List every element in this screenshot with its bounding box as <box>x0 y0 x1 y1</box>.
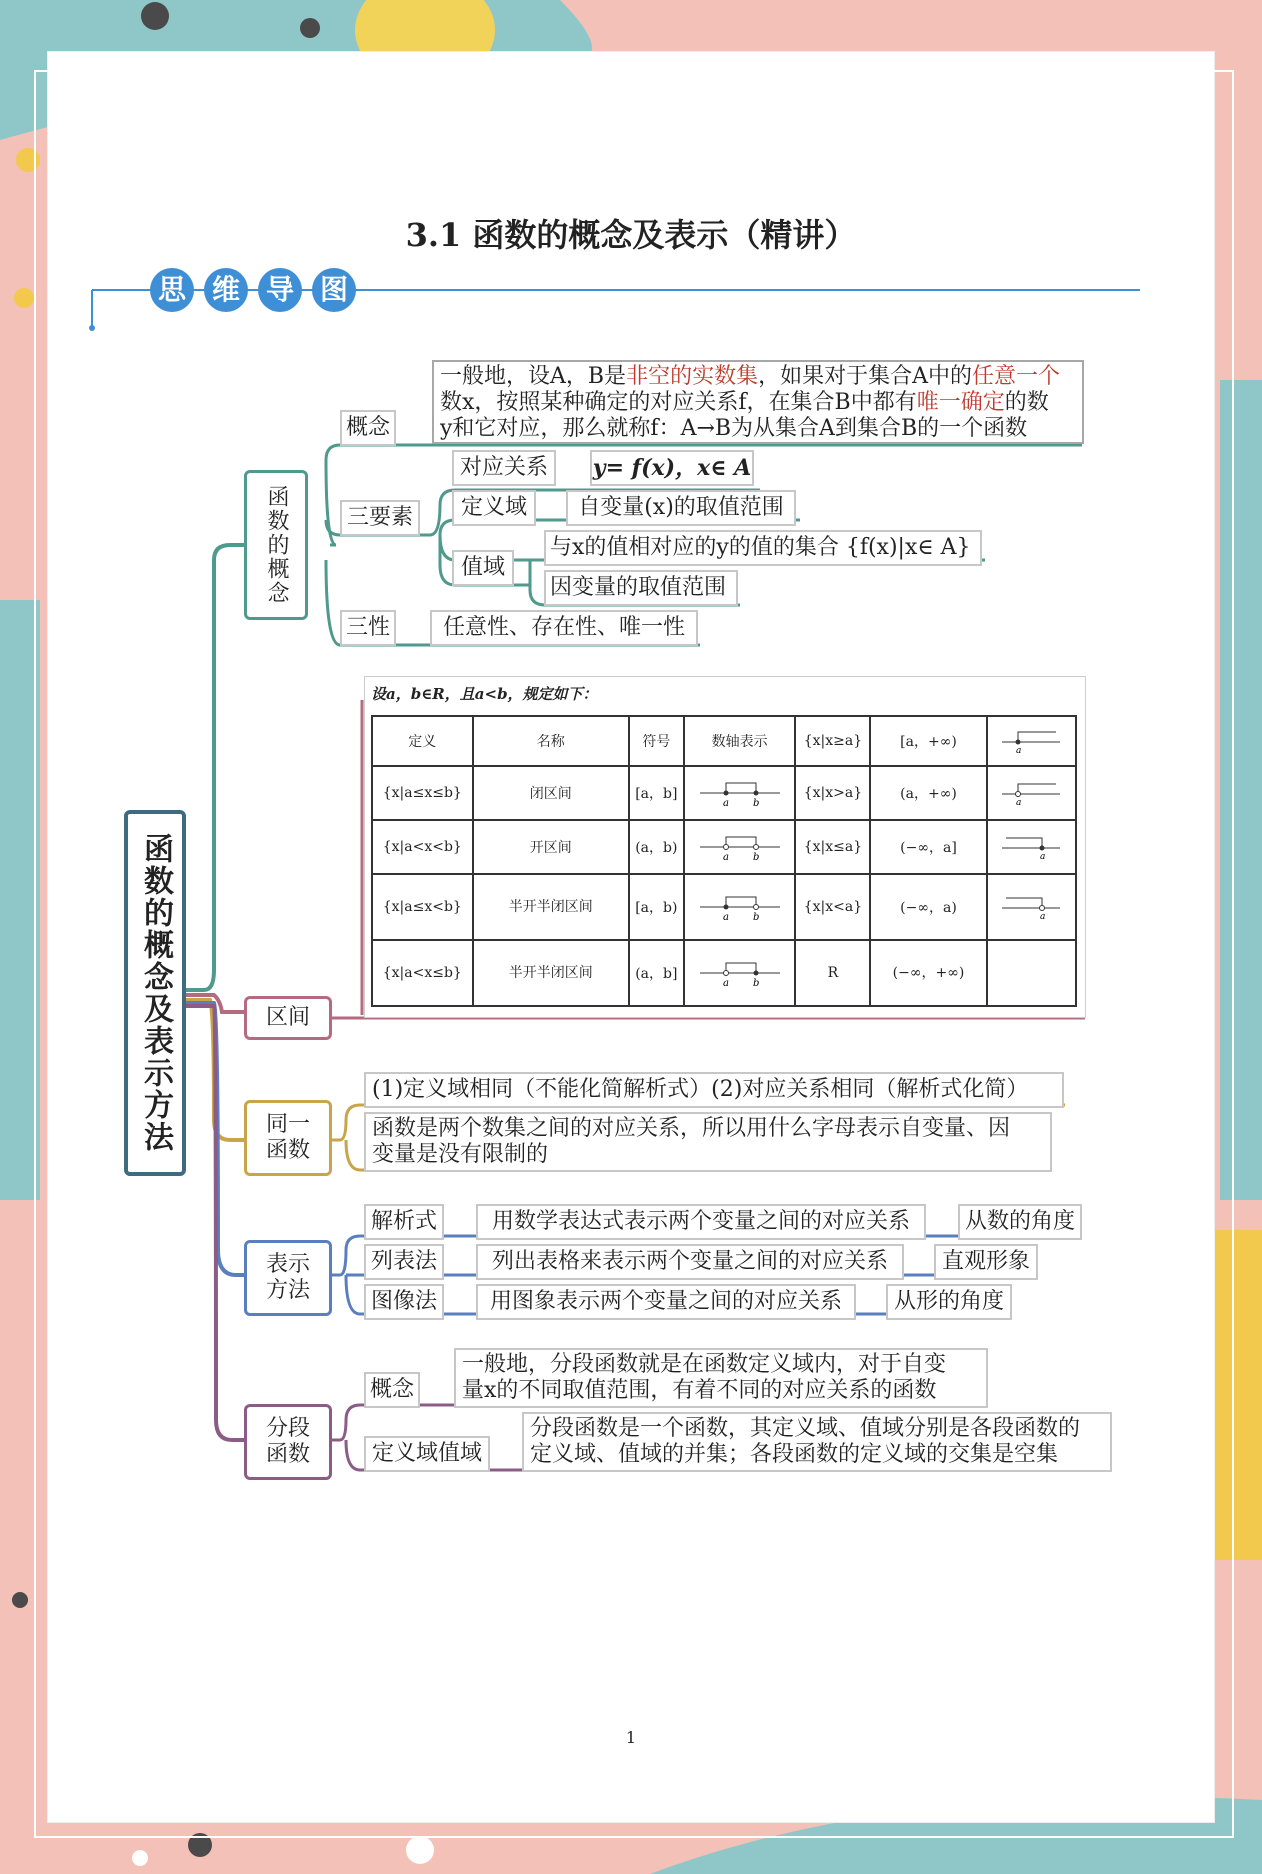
cell: (a，b] <box>629 940 684 1006</box>
dingyiyu-value: 自变量(x)的取值范围 <box>566 490 796 526</box>
cell: (a，+∞) <box>870 766 986 820</box>
zhiyu-value-1: 与x的值相对应的y的值的集合 {f(x)|x∈ A} <box>544 530 982 566</box>
cell: 闭区间 <box>473 766 629 820</box>
concept-gainian-label: 概念 <box>340 410 396 446</box>
same-function-node: 同一函数 <box>244 1100 332 1176</box>
interval-node: 区间 <box>244 996 332 1040</box>
cell: 开区间 <box>473 820 629 874</box>
method-desc: 列出表格来表示两个变量之间的对应关系 <box>476 1244 904 1280</box>
method-note: 从数的角度 <box>958 1204 1082 1240</box>
interval-row <box>372 766 1076 820</box>
interval-row <box>372 940 1076 1006</box>
def1-red: 非空的实数集 <box>626 364 759 389</box>
cell: (−∞，a] <box>870 820 986 874</box>
duiying-value: y= f(x)，x∈ A <box>590 450 754 486</box>
method-label: 解析式 <box>364 1204 444 1240</box>
def1-b: ，如果对于集合A中的 <box>758 364 972 389</box>
numberline-half-open-right <box>696 887 784 923</box>
numberline-half-open-left <box>696 953 784 989</box>
method-note: 从形的角度 <box>886 1284 1012 1320</box>
numberline-cell <box>987 874 1076 940</box>
piecewise-concept-line-2: 量x的不同取值范围，有着不同的对应关系的函数 <box>462 1378 937 1403</box>
piecewise-domain-line-1: 分段函数是一个函数，其定义域、值域分别是各段函数的 <box>530 1416 1081 1441</box>
header-cell: [a，+∞) <box>870 716 986 766</box>
same-note-line-1: 函数是两个数集之间的对应关系，所以用什么字母表示自变量、因 <box>372 1116 1011 1141</box>
def2-b: 的数 <box>1004 390 1049 415</box>
axis-a: a <box>722 798 729 809</box>
page-title: 3.1 函数的概念及表示（精讲） <box>405 216 857 254</box>
sanxing-label: 三性 <box>340 610 396 646</box>
header-cell: 数轴表示 <box>684 716 796 766</box>
def2-a: 数x，按照某种确定的对应关系f，在集合B中都有 <box>440 390 917 415</box>
numberline-cell <box>987 820 1076 874</box>
method-desc: 用图象表示两个变量之间的对应关系 <box>476 1284 856 1320</box>
numberline-open <box>696 827 784 863</box>
cell: {x|a≤x<b} <box>372 874 473 940</box>
interval-row <box>372 874 1076 940</box>
interval-row <box>372 820 1076 874</box>
sanyaosu-label: 三要素 <box>340 500 420 536</box>
cell: {x|x<a} <box>795 874 870 940</box>
axis-a: a <box>1040 912 1046 920</box>
piecewise-domain-label: 定义域值域 <box>364 1436 490 1472</box>
piecewise-concept-text <box>454 1348 988 1408</box>
cell: {x|a<x<b} <box>372 820 473 874</box>
badge-tu: 图 <box>312 268 356 312</box>
def1-red2: 任意一个 <box>971 364 1060 389</box>
method-label: 图像法 <box>364 1284 444 1320</box>
cell: 半开半闭区间 <box>473 940 629 1006</box>
axis-b: b <box>752 798 760 809</box>
interval-figure <box>364 676 1086 1018</box>
cell: {x|a≤x≤b} <box>372 766 473 820</box>
axis-a: a <box>1040 852 1046 860</box>
same-note-line-2: 变量是没有限制的 <box>372 1142 549 1167</box>
cell: [a，b) <box>629 874 684 940</box>
numberline-closed <box>696 773 784 809</box>
header-cell: 定义 <box>372 716 473 766</box>
definition-line-3: y和它对应，那么就称f：A→B为从集合A到集合B的一个函数 <box>440 416 1028 441</box>
piecewise-concept-label: 概念 <box>364 1372 420 1408</box>
numberline-cell <box>684 766 796 820</box>
piecewise-node: 分段函数 <box>244 1404 332 1480</box>
axis-a: a <box>722 978 729 989</box>
axis-b: b <box>752 912 760 923</box>
numberline-gt-a <box>996 776 1066 806</box>
header-cell: {x|x≥a} <box>795 716 870 766</box>
duiying-label: 对应关系 <box>452 450 556 486</box>
method-note: 直观形象 <box>934 1244 1038 1280</box>
cell: {x|x>a} <box>795 766 870 820</box>
badge-dao: 导 <box>258 268 302 312</box>
numberline-le-a <box>996 830 1066 860</box>
piecewise-domain-text <box>522 1412 1112 1472</box>
same-note <box>364 1112 1052 1172</box>
numberline-ge-a <box>996 724 1066 754</box>
cell: {x|a<x≤b} <box>372 940 473 1006</box>
cell: (a，b) <box>629 820 684 874</box>
def2-red: 唯一确定 <box>916 390 1005 415</box>
badge-si: 思 <box>150 268 194 312</box>
root-node <box>124 810 186 1176</box>
root-label: 函数的概念及表示方法 <box>138 833 173 1153</box>
concept-node <box>244 470 308 620</box>
interval-caption: 设a，b∈R，且a<b，规定如下： <box>371 685 598 703</box>
page-number: 1 <box>625 1728 637 1747</box>
definition-line-1 <box>440 364 1076 390</box>
axis-a: a <box>722 852 729 863</box>
interval-table-wrap <box>371 715 1077 1007</box>
numberline-cell <box>987 716 1076 766</box>
piecewise-concept-line-1: 一般地，分段函数就是在函数定义域内，对于自变 <box>462 1352 947 1377</box>
header-cell: 符号 <box>629 716 684 766</box>
axis-a: a <box>722 912 729 923</box>
concept-node-label: 函数的概念 <box>264 485 289 605</box>
methods-node: 表示方法 <box>244 1240 332 1316</box>
dingyiyu-label: 定义域 <box>452 490 536 526</box>
numberline-cell <box>684 874 796 940</box>
axis-a: a <box>1016 746 1022 754</box>
axis-b: b <box>752 852 760 863</box>
method-label: 列表法 <box>364 1244 444 1280</box>
def1-a: 一般地，设A，B是 <box>440 364 627 389</box>
cell: 半开半闭区间 <box>473 874 629 940</box>
axis-a: a <box>1016 798 1022 806</box>
cell: (−∞，a) <box>870 874 986 940</box>
cell: {x|x≤a} <box>795 820 870 874</box>
method-desc: 用数学表达式表示两个变量之间的对应关系 <box>476 1204 926 1240</box>
cell: (−∞，+∞) <box>870 940 986 1006</box>
badge-wei: 维 <box>204 268 248 312</box>
numberline-cell <box>987 766 1076 820</box>
numberline-cell <box>684 820 796 874</box>
sanxing-value: 任意性、存在性、唯一性 <box>430 610 698 646</box>
piecewise-domain-line-2: 定义域、值域的并集；各段函数的定义域的交集是空集 <box>530 1442 1059 1467</box>
zhiyu-value-2: 因变量的取值范围 <box>544 570 738 606</box>
cell <box>987 940 1076 1006</box>
interval-table <box>371 715 1077 1007</box>
interval-header-row <box>372 716 1076 766</box>
cell: R <box>795 940 870 1006</box>
numberline-lt-a <box>996 890 1066 920</box>
same-criteria: (1)定义域相同（不能化简解析式）(2)对应关系相同（解析式化简） <box>364 1072 1064 1108</box>
header-cell: 名称 <box>473 716 629 766</box>
cell: [a，b] <box>629 766 684 820</box>
zhiyu-label: 值域 <box>452 550 514 586</box>
numberline-cell <box>684 940 796 1006</box>
definition-line-2 <box>440 390 1076 416</box>
axis-b: b <box>752 978 760 989</box>
concept-definition-box <box>432 360 1084 444</box>
